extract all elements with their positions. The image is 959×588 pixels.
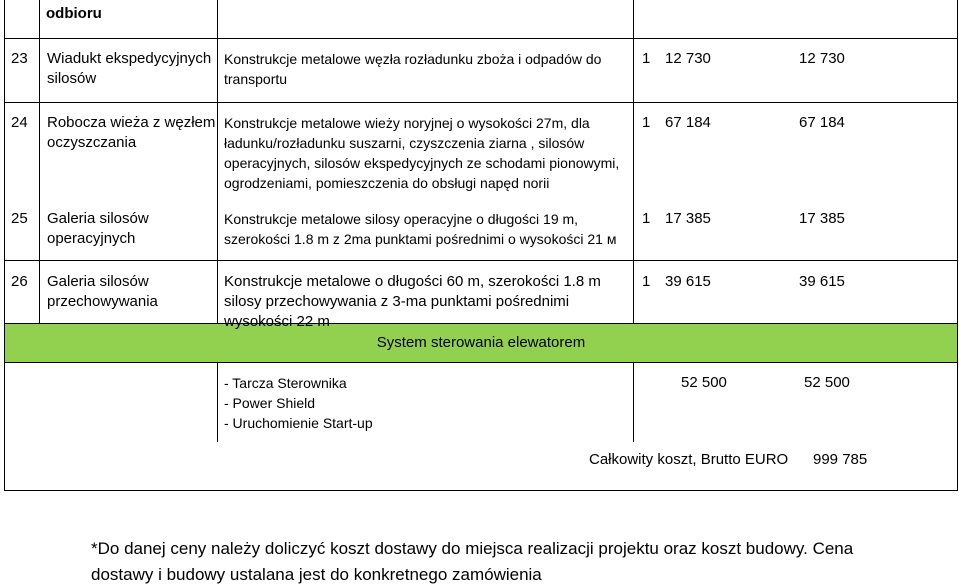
table-rule bbox=[633, 362, 634, 442]
table-rule bbox=[4, 0, 5, 491]
row-number: 23 bbox=[11, 50, 28, 67]
row-name: Galeria silosów przechowywania bbox=[47, 273, 158, 310]
row-number: 25 bbox=[11, 210, 28, 227]
row-description: Konstrukcje metalowe silosy operacyjne o długości 19 m, szerokości 1.8 m z 2ma punktami pośrednimi o wysokości 21 м bbox=[224, 211, 617, 247]
row-total: 17 385 bbox=[799, 210, 845, 227]
row-number: 26 bbox=[11, 273, 28, 290]
table-rule bbox=[217, 0, 218, 323]
row-total: 39 615 bbox=[799, 273, 845, 290]
table-rule bbox=[4, 490, 958, 491]
total-label: Całkowity koszt, Brutto EURO bbox=[589, 451, 789, 468]
row-quantity: 1 bbox=[642, 50, 651, 67]
row-description: Konstrukcje metalowe o długości 60 m, szerokości 1.8 m silosy przechowywania z 3-ma punktami pośrednimi wysokości 22 m bbox=[224, 273, 601, 330]
table-rule bbox=[4, 362, 958, 363]
control-items-list: - Tarcza Sterownika - Power Shield - Uruchomienie Start-up bbox=[224, 375, 373, 431]
row-fragment-label: odbioru bbox=[46, 5, 102, 22]
table-rule bbox=[4, 38, 958, 39]
table-rule bbox=[39, 40, 40, 323]
table-rule bbox=[633, 0, 634, 323]
row-unit-price: 39 615 bbox=[665, 273, 711, 290]
table-rule bbox=[4, 102, 958, 103]
table-rule bbox=[4, 260, 958, 261]
row-unit-price: 12 730 bbox=[665, 50, 711, 67]
row-number: 24 bbox=[11, 114, 28, 131]
row-name: Galeria silosów operacyjnych bbox=[47, 210, 149, 247]
row-quantity: 1 bbox=[642, 210, 651, 227]
row-quantity: 1 bbox=[642, 114, 651, 131]
row-total: 12 730 bbox=[799, 50, 845, 67]
row-unit-price: 67 184 bbox=[665, 114, 711, 131]
control-unit-price: 52 500 bbox=[681, 374, 727, 391]
table-rule bbox=[217, 362, 218, 442]
table-rule bbox=[957, 0, 958, 491]
table-rule bbox=[39, 0, 40, 40]
row-total: 67 184 bbox=[799, 114, 845, 131]
footnote: *Do danej ceny należy doliczyć koszt dostawy do miejsca realizacji projektu oraz koszt budowy. Cena dostawy i budowy ustalana jest do konkretnego zamówienia bbox=[91, 539, 854, 584]
section-header: System sterowania elewatorem bbox=[376, 334, 586, 351]
control-total: 52 500 bbox=[804, 374, 850, 391]
row-name: Robocza wieża z węzłem oczyszczania bbox=[47, 114, 216, 151]
total-value: 999 785 bbox=[813, 451, 868, 468]
row-unit-price: 17 385 bbox=[665, 210, 711, 227]
row-quantity: 1 bbox=[642, 273, 651, 290]
row-name: Wiadukt ekspedycyjnych silosów bbox=[47, 50, 212, 87]
row-description: Konstrukcje metalowe węzła rozładunku zboża i odpadów do transportu bbox=[224, 51, 602, 87]
row-description: Konstrukcje metalowe wieży noryjnej o wysokości 27m, dla ładunku/rozładunku suszarni, czyszczenia ziarna , silosów operacyjnych, silosów ekspedycyjnych ze schodami pionowymi, ogrodzeniami, pomieszczenia do obsługi napęd norii bbox=[224, 115, 620, 191]
